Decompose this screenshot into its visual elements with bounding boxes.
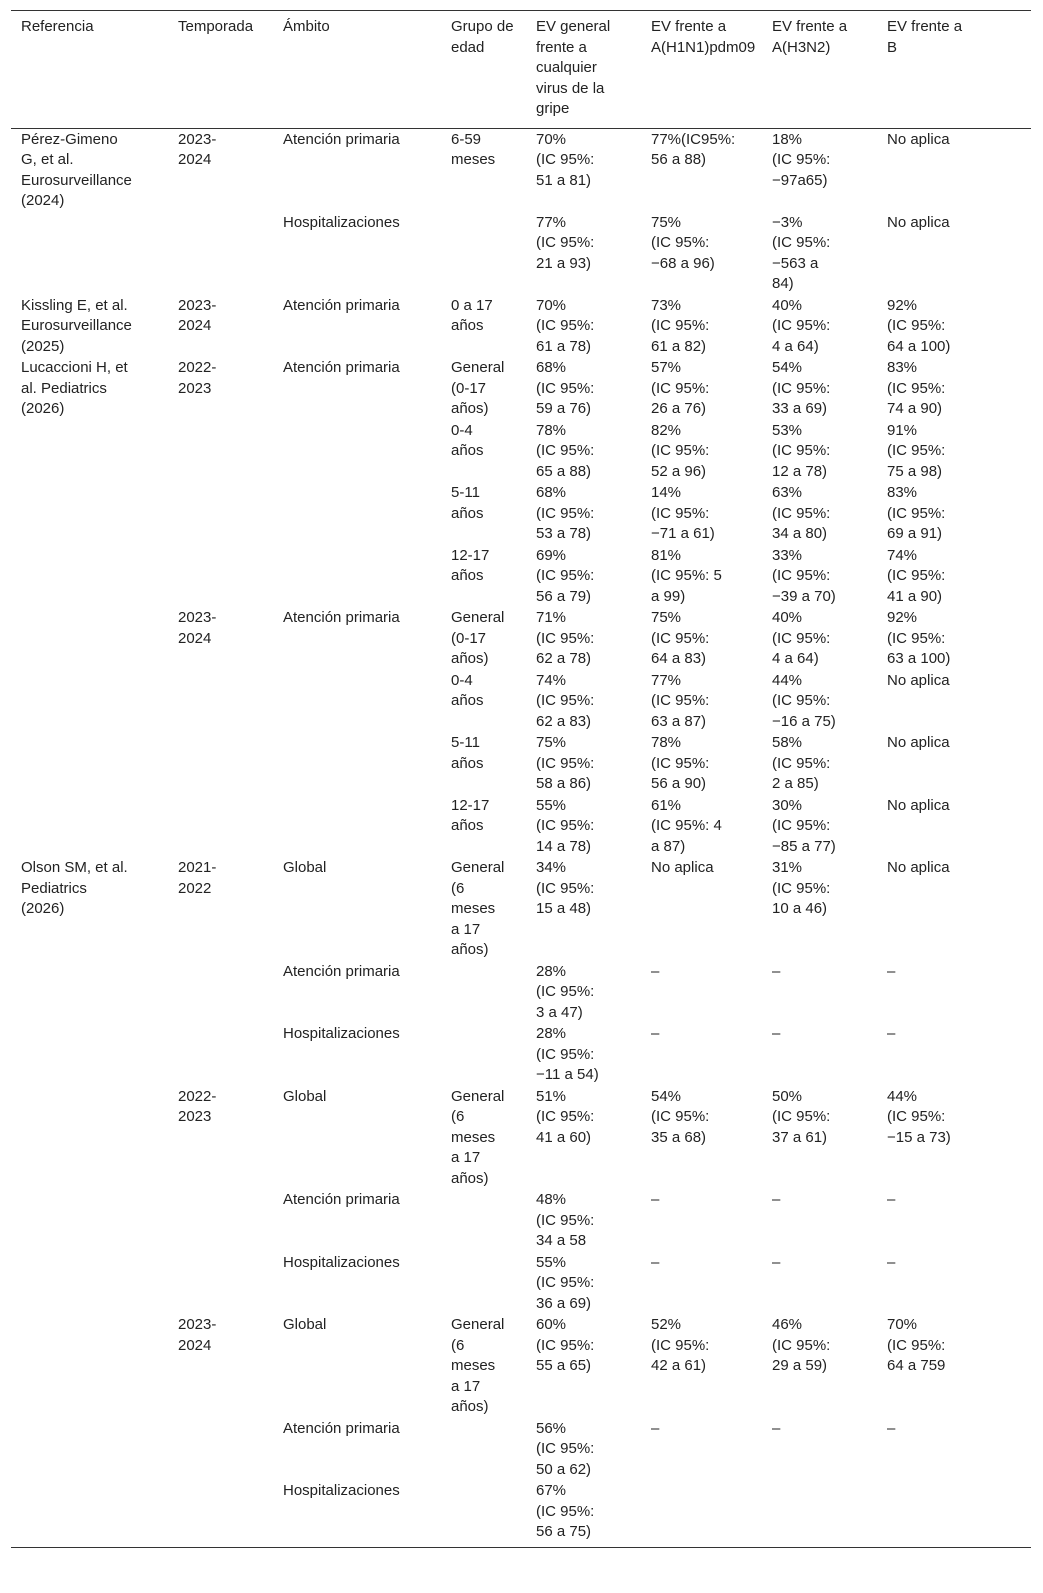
table-row [11, 482, 1031, 545]
cell-ambito [273, 545, 441, 608]
cell-ev-h1n1: 81% (IC 95%: 5 a 99) [651, 546, 722, 605]
cell-grupo-edad [441, 1189, 526, 1252]
header-grupo-edad: Grupo de edad [441, 11, 526, 129]
cell-grupo-edad: General (6 meses a 17 años) [451, 1316, 505, 1415]
cell-ev-h3n2: 40% (IC 95%: 4 a 64) [772, 296, 831, 355]
cell-temporada: 2022- 2023 [178, 359, 217, 397]
cell-ev-general: 55% (IC 95%: 14 a 78) [536, 796, 595, 855]
cell-temporada [168, 795, 273, 858]
cell-ev-h1n1: – [651, 1025, 660, 1042]
cell-referencia [11, 482, 168, 545]
cell-ambito: Global [283, 1087, 327, 1105]
cell-ev-h1n1: – [651, 1419, 660, 1437]
table-row [11, 1189, 1031, 1252]
cell-ambito: Atención primaria [283, 296, 400, 314]
cell-ev-h1n1: 57% (IC 95%: 26 a 76) [651, 359, 710, 417]
cell-ev-b: 70% (IC 95%: 64 a 759 [887, 1316, 946, 1374]
cell-ambito: Atención primaria [283, 962, 400, 980]
cell-ev-h3n2: 40% (IC 95%: 4 a 64) [772, 609, 831, 667]
cell-ev-general: 69% (IC 95%: 56 a 79) [536, 546, 595, 605]
cell-grupo-edad: 0-4 años [451, 671, 484, 709]
table-row [11, 420, 1031, 483]
cell-ev-general: 68% (IC 95%: 59 a 76) [536, 359, 595, 417]
cell-referencia [11, 1252, 168, 1315]
cell-ev-general: 70% (IC 95%: 51 a 81) [536, 130, 595, 189]
cell-ev-general: 78% (IC 95%: 65 a 88) [536, 421, 595, 480]
table-row [11, 1023, 1031, 1086]
cell-ev-general: 77% (IC 95%: 21 a 93) [536, 213, 595, 272]
cell-ev-b: – [887, 1419, 896, 1437]
cell-grupo-edad: 5-11 años [451, 734, 484, 772]
cell-ev-b: 91% (IC 95%: 75 a 98) [887, 421, 946, 480]
table-row [11, 732, 1031, 795]
header-ev-general: EV general frente a cualquier virus de la gripe [526, 11, 641, 129]
cell-ev-b: No aplica [887, 734, 950, 751]
cell-temporada: 2022- 2023 [178, 1087, 217, 1125]
table-row [11, 1252, 1031, 1315]
table-row [11, 357, 1031, 420]
cell-grupo-edad: 12-17 años [451, 796, 490, 834]
cell-temporada [168, 1418, 273, 1481]
table-row [11, 295, 1031, 358]
cell-ev-general: 60% (IC 95%: 55 a 65) [536, 1316, 595, 1374]
cell-ev-h3n2: – [772, 1419, 781, 1437]
cell-referencia [11, 1023, 168, 1086]
cell-referencia [11, 1314, 168, 1418]
cell-ev-h1n1: 52% (IC 95%: 42 a 61) [651, 1316, 710, 1374]
cell-referencia: Olson SM, et al. Pediatrics (2026) [21, 859, 128, 917]
cell-referencia [11, 795, 168, 858]
table-row [11, 128, 1031, 212]
table-row [11, 1480, 1031, 1547]
table-row [11, 545, 1031, 608]
cell-ev-h3n2 [762, 1480, 877, 1547]
cell-ev-b: – [887, 1025, 896, 1042]
cell-ev-general: 71% (IC 95%: 62 a 78) [536, 609, 595, 667]
cell-ambito: Hospitalizaciones [283, 1025, 400, 1042]
cell-ev-b: – [887, 962, 896, 980]
cell-ev-h3n2: 33% (IC 95%: −39 a 70) [772, 546, 836, 605]
cell-referencia [11, 1189, 168, 1252]
table-row [11, 1314, 1031, 1418]
cell-grupo-edad [441, 212, 526, 295]
cell-ev-h3n2: 44% (IC 95%: −16 a 75) [772, 671, 836, 730]
cell-grupo-edad [441, 1023, 526, 1086]
cell-ev-general: 51% (IC 95%: 41 a 60) [536, 1087, 595, 1146]
cell-temporada [168, 482, 273, 545]
cell-ev-b: 92% (IC 95%: 63 a 100) [887, 609, 951, 667]
cell-ambito: Hospitalizaciones [273, 1480, 441, 1547]
table-row [11, 212, 1031, 295]
header-referencia: Referencia [11, 11, 168, 129]
cell-ambito: Atención primaria [283, 609, 400, 626]
cell-temporada [168, 670, 273, 733]
cell-ev-h3n2: – [772, 1253, 781, 1271]
cell-ev-h3n2: 18% (IC 95%: −97a65) [772, 130, 831, 189]
cell-grupo-edad: General (6 meses a 17 años) [451, 1087, 505, 1187]
cell-temporada [168, 212, 273, 295]
cell-ev-h1n1: 75% (IC 95%: −68 a 96) [651, 213, 715, 272]
table-row [11, 961, 1031, 1024]
cell-temporada: 2023- 2024 [178, 1316, 217, 1354]
table-body [11, 128, 1031, 1547]
header-ev-h3n2: EV frente a A(H3N2) [762, 11, 877, 129]
cell-referencia [11, 420, 168, 483]
cell-ev-h3n2: – [772, 1191, 781, 1208]
cell-grupo-edad: 0 a 17 años [451, 296, 493, 334]
cell-ev-h1n1: 82% (IC 95%: 52 a 96) [651, 421, 710, 480]
cell-ev-general: 70% (IC 95%: 61 a 78) [536, 296, 595, 355]
cell-ambito [273, 670, 441, 733]
cell-ev-b: No aplica [887, 859, 950, 876]
cell-ev-general: 67% (IC 95%: 56 a 75) [526, 1480, 641, 1547]
cell-referencia [11, 212, 168, 295]
cell-ev-b: – [887, 1253, 896, 1271]
cell-ambito [273, 795, 441, 858]
cell-ev-b: 83% (IC 95%: 74 a 90) [887, 359, 946, 417]
table-row [11, 670, 1031, 733]
header-ambito: Ámbito [273, 11, 441, 129]
table-row [11, 795, 1031, 858]
table-row [11, 857, 1031, 961]
cell-ev-h1n1: 14% (IC 95%: −71 a 61) [651, 484, 715, 542]
cell-ev-h1n1: 77%(IC95%: 56 a 88) [651, 130, 736, 168]
table-row [11, 607, 1031, 670]
cell-ambito [273, 482, 441, 545]
cell-ambito [273, 732, 441, 795]
header-ev-b: EV frente a B [877, 11, 1031, 129]
cell-grupo-edad: General (0-17 años) [451, 609, 505, 667]
cell-temporada [168, 1189, 273, 1252]
cell-ev-general: 48% (IC 95%: 34 a 58 [536, 1191, 595, 1249]
cell-temporada: 2023- 2024 [178, 130, 217, 168]
cell-temporada [168, 420, 273, 483]
cell-ev-b: 83% (IC 95%: 69 a 91) [887, 484, 946, 542]
cell-ev-h3n2: 46% (IC 95%: 29 a 59) [772, 1316, 831, 1374]
cell-ev-b: No aplica [887, 130, 950, 148]
table-row [11, 1418, 1031, 1481]
cell-grupo-edad [441, 1252, 526, 1315]
cell-ambito: Atención primaria [283, 359, 400, 376]
cell-ev-general: 75% (IC 95%: 58 a 86) [536, 734, 595, 792]
cell-ev-b: No aplica [887, 671, 950, 689]
cell-grupo-edad [441, 1418, 526, 1481]
cell-ev-general: 34% (IC 95%: 15 a 48) [536, 859, 595, 917]
cell-ev-b: No aplica [887, 213, 950, 231]
cell-referencia [11, 1480, 168, 1547]
cell-grupo-edad [441, 961, 526, 1024]
cell-grupo-edad: 0-4 años [451, 421, 484, 459]
cell-temporada: 2021- 2022 [178, 859, 217, 897]
cell-referencia [11, 545, 168, 608]
cell-ambito: Atención primaria [283, 1191, 400, 1208]
cell-referencia: Kissling E, et al. Eurosurveillance (2025) [21, 296, 132, 355]
cell-ev-b: 74% (IC 95%: 41 a 90) [887, 546, 946, 605]
cell-grupo-edad: General (6 meses a 17 años) [451, 859, 505, 958]
cell-grupo-edad: 5-11 años [451, 484, 484, 522]
cell-ev-h1n1 [641, 1480, 762, 1547]
cell-ev-h1n1: – [651, 1191, 660, 1208]
cell-ev-h3n2: 58% (IC 95%: 2 a 85) [772, 734, 831, 792]
cell-ev-general: 28% (IC 95%: 3 a 47) [536, 962, 595, 1021]
cell-ev-h1n1: – [651, 1253, 660, 1271]
cell-temporada [168, 1023, 273, 1086]
cell-ev-h3n2: – [772, 962, 781, 980]
cell-temporada: 2023- 2024 [178, 609, 217, 647]
cell-ev-h3n2: 63% (IC 95%: 34 a 80) [772, 484, 831, 542]
cell-temporada [168, 1480, 273, 1547]
cell-ev-h3n2: 31% (IC 95%: 10 a 46) [772, 859, 831, 917]
cell-ev-h1n1: 54% (IC 95%: 35 a 68) [651, 1087, 710, 1146]
table-row [11, 1086, 1031, 1190]
cell-ev-b: No aplica [887, 796, 950, 814]
cell-ambito: Atención primaria [283, 130, 400, 148]
cell-temporada [168, 1252, 273, 1315]
cell-referencia [11, 607, 168, 670]
cell-grupo-edad: 6-59 meses [451, 130, 496, 168]
cell-ev-general: 28% (IC 95%: −11 a 54) [536, 1025, 599, 1083]
cell-ev-b: 44% (IC 95%: −15 a 73) [887, 1087, 951, 1146]
header-temporada: Temporada [168, 11, 273, 129]
vaccine-effectiveness-table [11, 10, 1031, 1548]
cell-ev-h1n1: 78% (IC 95%: 56 a 90) [651, 734, 710, 792]
table-container [11, 10, 1031, 1548]
cell-ambito: Hospitalizaciones [283, 213, 400, 231]
cell-ev-h3n2: 53% (IC 95%: 12 a 78) [772, 421, 831, 480]
cell-grupo-edad [441, 1480, 526, 1547]
header-row [11, 11, 1031, 129]
cell-referencia [11, 961, 168, 1024]
cell-grupo-edad: General (0-17 años) [451, 359, 505, 417]
cell-referencia: Lucaccioni H, et al. Pediatrics (2026) [21, 359, 128, 417]
cell-temporada [168, 732, 273, 795]
cell-ev-h3n2: 30% (IC 95%: −85 a 77) [772, 796, 836, 855]
cell-ev-h3n2: 50% (IC 95%: 37 a 61) [772, 1087, 831, 1146]
cell-ambito [273, 420, 441, 483]
cell-referencia [11, 670, 168, 733]
header-ev-h1n1: EV frente a A(H1N1)pdm09 [641, 11, 762, 129]
cell-referencia [11, 1086, 168, 1190]
cell-temporada: 2023- 2024 [178, 296, 217, 334]
cell-grupo-edad: 12-17 años [451, 546, 490, 584]
cell-ev-b: 92% (IC 95%: 64 a 100) [887, 296, 951, 355]
cell-ev-h3n2: – [772, 1025, 781, 1042]
cell-ev-h1n1: – [651, 962, 660, 980]
cell-ev-h1n1: 75% (IC 95%: 64 a 83) [651, 609, 710, 667]
cell-ambito: Global [283, 859, 327, 876]
cell-referencia: Pérez-Gimeno G, et al. Eurosurveillance (2024) [21, 130, 132, 209]
cell-ev-b [877, 1480, 1031, 1547]
cell-ev-h1n1: 77% (IC 95%: 63 a 87) [651, 671, 710, 730]
cell-ev-b: – [887, 1191, 896, 1208]
cell-ambito: Hospitalizaciones [283, 1253, 400, 1271]
cell-referencia [11, 732, 168, 795]
cell-ev-h1n1: 73% (IC 95%: 61 a 82) [651, 296, 710, 355]
cell-referencia [11, 1418, 168, 1481]
cell-ev-h3n2: −3% (IC 95%: −563 a 84) [772, 213, 831, 292]
cell-ev-general: 56% (IC 95%: 50 a 62) [536, 1419, 595, 1478]
cell-ev-h3n2: 54% (IC 95%: 33 a 69) [772, 359, 831, 417]
cell-ev-general: 68% (IC 95%: 53 a 78) [536, 484, 595, 542]
cell-ev-general: 55% (IC 95%: 36 a 69) [536, 1253, 595, 1312]
cell-ev-h1n1: No aplica [651, 859, 714, 876]
cell-ambito: Atención primaria [283, 1419, 400, 1437]
cell-ev-h1n1: 61% (IC 95%: 4 a 87) [651, 796, 722, 855]
cell-temporada [168, 545, 273, 608]
cell-temporada [168, 961, 273, 1024]
cell-ambito: Global [283, 1316, 327, 1333]
cell-ev-general: 74% (IC 95%: 62 a 83) [536, 671, 595, 730]
